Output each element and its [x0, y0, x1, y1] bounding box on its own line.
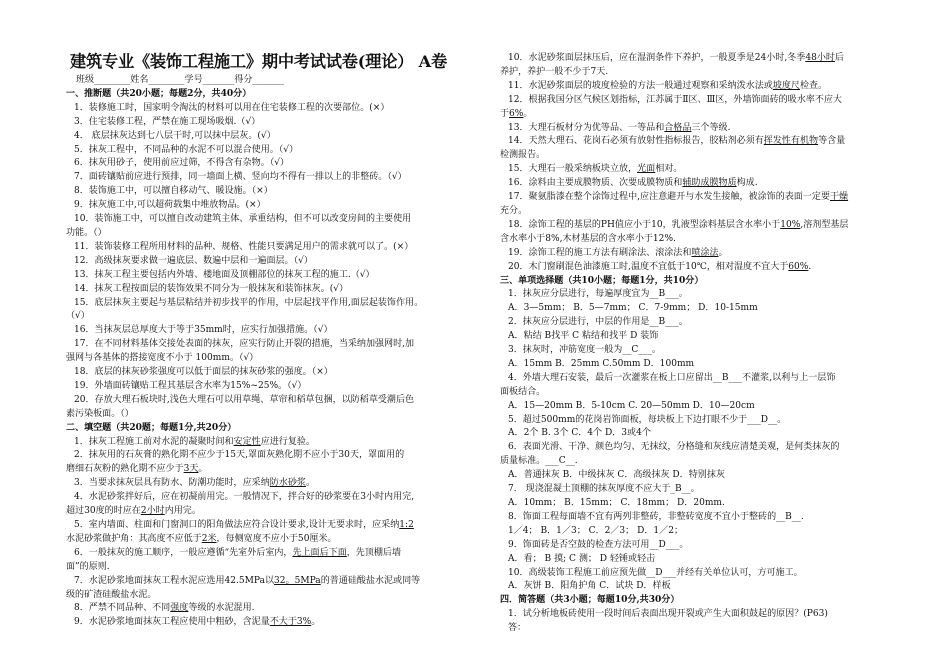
text-line: 10．装饰施工中，可以擅自改动建筑主体、承重结构，但不可以改变房间的主要使用	[74, 214, 412, 225]
text-line: 1．装修施工时，国家明令淘汰的材料可以用在住宅装修工程的次要部位。(×）	[74, 102, 390, 113]
text-line: 10．水泥砂浆面层抹压后，应在湿润条件下养护，一般夏季是24小时,冬季48小时后	[508, 53, 844, 63]
text-line: 超过30度的时应在2小时内用完。	[66, 506, 201, 517]
text-line: 1．抹灰应分层进行，每遍厚度宜为__B___。	[508, 289, 688, 300]
text-line: 12．高级抹灰要求做一遍底层、数遍中层和一遍面层。（√）	[74, 255, 313, 266]
text-line: （√）	[66, 311, 90, 322]
text-line: 1／4； B．1／3； C．2／3； D．1／2；	[508, 525, 684, 536]
text-line: 15．底层抹灰主要起与基层粘结并初步找平的作用，中层起找平作用,面层起装饰作用。	[74, 297, 424, 308]
text-line: 4．水泥砂浆拌好后，应在初凝前用完。一般情况下，拌合好的砂浆要在3小时内用完,	[74, 492, 415, 503]
text-line: 16．当抹灰层总厚度大于等于35mm时，应实行加强措施。（√）	[74, 325, 333, 336]
text-line: 5．抹灰工程中，不同品种的水泥不可以混合使用。（√）	[74, 144, 299, 155]
text-line: A．看； B 摸; C 测； D 轻锤或轻击	[508, 553, 656, 564]
text-line: A．2个 B. 3个 C．4个 D．3或4个	[508, 428, 651, 439]
text-line: 面板结合。	[500, 386, 546, 397]
text-line: 6．一般抹灰的施工顺序，一般应遵循“先室外后室内，先上面后下面，先顶棚后墙	[74, 547, 402, 558]
right-column	[500, 52, 902, 636]
text-line: 14．抹灰工程按面层的装饰效果不同分为一般抹灰和装饰抹灰。(√）	[74, 283, 349, 294]
section-heading: 四．简答题（共3小题；每题10分,共30分）	[500, 595, 680, 606]
text-line: 级的矿渣硅酸盐水泥。	[66, 589, 157, 600]
text-line: 11．水泥砂浆面层的坡度检验的方法一般通过观察和采纳泼水法或坡度尺检查。	[508, 80, 828, 91]
text-line: 18．涂饰工程的基层的PH值应小于10，乳液型涂料基层含水率小于10%,溶剂型基层	[508, 219, 849, 230]
text-line: 8．装饰施工中，可以擅自移动气、暖设施。（×）	[74, 186, 273, 197]
section-heading: 三、单项选择题（共10小题；每题1分，共10分）	[500, 275, 704, 286]
text-line: 7．面砖镶贴前应进行预排，同一墙面上横、竖向均不得有一排以上的非整砖。（√）	[74, 172, 407, 183]
text-line: 2．抹灰用的石灰膏的熟化期不应少于15天,罩面灰熟化期不应小于30天，罩面用的	[74, 450, 405, 461]
left-lines	[66, 88, 486, 630]
text-line: 7．水泥砂浆地面抹灰工程水泥应选用42.5MPa以32。5MPa的普通硅酸盐水泥或同等	[74, 575, 421, 586]
text-line: 17．聚氨脂漆在整个涂饰过程中,应注意避开与水发生接触，被涂饰的表面一定要干燥	[508, 192, 849, 203]
text-line: 13．抹灰工程主要包括内外墙、楼地面及顶棚部位的抹灰工程的施工.（√）	[74, 269, 375, 280]
text-line: 20．存放大理石板块时,浅色大理石可以用草绳、草帘和稻草包捆，以防稻草受潮后色	[74, 394, 415, 405]
section-heading: 一、推断题（共20小题；每题2分，共40分）	[66, 88, 252, 99]
text-line: 4．外墙大理石安装，最后一次灌浆在板上口应留出__B___不灌浆,以利与上一层饰	[508, 372, 836, 383]
text-line: 水泥砂浆做护角：其高度不应低于2米，每侧宽度不应小于50厘米。	[66, 533, 337, 544]
text-line: 8．严禁不同品种、不同强度等级的水泥混用.	[74, 603, 255, 614]
text-line: 1．试分析地板砖使用一段时间后表面出现开裂或产生大面积鼓起的原因？(P63)	[508, 609, 828, 620]
text-line: 6．表面光滑、干净、颜色均匀、无抹纹，分格缝和灰线应清楚美观，是何类抹灰的	[508, 442, 840, 453]
text-line: A．10mm； B．15mm； C．18mm； D．20mm.	[508, 498, 725, 508]
text-line: 3．住宅装修工程，严禁在施工现场吸烟.（√）	[74, 116, 261, 127]
text-line: 2．抹灰应分层进行，中层的作用是__B___。	[508, 317, 688, 328]
text-line: 功能。（）	[66, 227, 107, 238]
text-line: 面”的原则.	[66, 561, 110, 572]
section-heading: 二、填空题（共20题；每题1分,共20分）	[66, 422, 237, 433]
text-line: 于6%。	[500, 108, 533, 119]
text-line: 10．高级装饰工程施工前应预先做__D___并经有关单位认可，方可施工。	[508, 567, 803, 578]
right-lines	[500, 52, 902, 636]
text-line: 9．抹灰施工中,可以超荷载集中堆放物品。(×）	[74, 200, 266, 211]
text-line: 13．大理石板材分为优等品、一等品和合格品三个等级.	[508, 122, 731, 133]
text-line: 4． 底层抹灰达到七八层干时,可以抹中层灰。(√）	[74, 130, 276, 141]
text-line: 5．超过500mm的花岗岩饰面板，每块板上下边打眼不少于___D__。	[508, 414, 787, 425]
text-line: 含水率小于8%,木材基层的含水率小于12%.	[500, 233, 676, 244]
text-line: 磨细石灰粉的熟化期不应少于3天。	[66, 464, 208, 475]
text-line: 6．抹灰用砂子，使用前应过筛，不得含有杂物。（√）	[74, 158, 290, 169]
text-line: 12．根据我国分区气候区划指标，江苏属于Ⅱ区、Ⅲ区，外墙饰面砖的吸水率不应大	[508, 94, 842, 105]
text-line: A．15—20mm B．5-10cm C. 20—50mm D．10—20cm	[508, 400, 755, 411]
text-line: 7． 现浇混凝土顶棚的抹灰厚度不应大于_B__。	[508, 484, 700, 495]
text-line: 19．外墙面砖镶贴工程其基层含水率为15%~25%。（√）	[74, 380, 307, 391]
text-line: A．灰饼 B．阳角护角 C．试块 D．样板	[508, 581, 671, 592]
text-line: A．普通抹灰 B．中级抹灰 C．高级抹灰 D．特别抹灰	[508, 470, 725, 481]
text-line: 11．装饰装修工程所用材料的品种、规格、性能只要满足用户的需求就可以了。(×）	[74, 241, 414, 252]
text-line: 17．在不同材料基体交接处表面的抹灰，应实行防止开裂的措施，当采纳加强网时,加	[74, 339, 415, 350]
text-line: A．15mm B．25mm C.50mm D．100mm	[508, 358, 695, 369]
text-line: 8．饰面工程每面墙不宜有两列非整砖，非整砖宽度不宜小于整砖的__B__.	[508, 511, 804, 522]
text-line: 答：	[508, 623, 527, 634]
text-line: 3．抹灰时，冲筋宽度一般为__C___。	[508, 345, 661, 356]
text-line: A．粘结 B找平 C 粘结和找平 D 装饰	[508, 331, 659, 342]
text-line: 18．底层的抹灰砂浆强度可以低于面层的抹灰砂浆的强度。（×）	[74, 367, 333, 378]
exam-info-line: 班级________姓名________学号_______得分_______	[76, 75, 285, 85]
text-line: 19．涂饰工程的施工方法有刷涂法、滚涂法和喷涂法。	[508, 247, 728, 258]
text-line: 强网与各基体的搭接宽度不小于 100mm。（√）	[66, 353, 259, 364]
text-line: 5．室内墙面、柱面和门窗洞口的阳角做法应符合设计要求,设计无要求时，应采纳1:2	[74, 520, 414, 530]
text-line: 1．抹灰工程施工前对水泥的凝聚时间和安定性应进行复验。	[74, 436, 315, 447]
exam-title: 建筑专业《装饰工程施工》期中考试试卷(理论） A卷	[70, 52, 447, 71]
text-line: 15．大理石一般采纳板块立放，光面相对。	[508, 164, 683, 175]
text-line: 20．木门窗刷混色油漆施工时,温度不宜低于10℃，相对湿度不宜大于60%.	[508, 261, 812, 272]
left-column	[66, 52, 486, 630]
text-line: 充分。	[500, 205, 528, 216]
text-line: 素污染板面。（）	[66, 408, 134, 419]
text-line: 检测报告。	[500, 150, 546, 161]
text-line: 质量标准。___C__.	[500, 456, 578, 467]
text-line: 16．涂料由主要成膜物质、次要成膜物质和辅助成膜物质构成.	[508, 178, 758, 189]
text-line: 9．水泥砂浆地面抹灰工程应使用中粗砂，含泥量不大于3%。	[74, 617, 321, 628]
text-line: 养护，养护一般不少于7天.	[500, 66, 609, 77]
text-line: A．3—5mm； B．5—7mm； C．7-9mm； D．10-15mm	[508, 303, 758, 314]
text-line: 9．饰面砖是否空鼓的检查方法可用__D___。	[508, 539, 689, 550]
text-line: 14．天然大理石、花岗石必须有放射性指标报告，胶粘剂必须有挥发性有机物等含量	[508, 136, 846, 147]
text-line: 3．当要求抹灰层具有防水、防潮功能时，应采纳防水砂浆。	[74, 478, 315, 489]
